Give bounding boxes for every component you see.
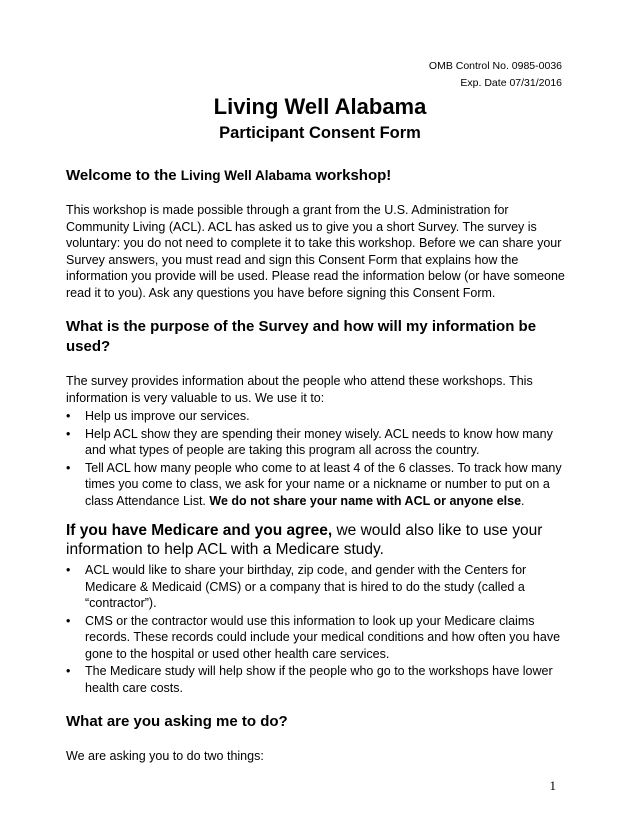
document-body — [66, 166, 566, 775]
purpose-bullet — [85, 460, 566, 510]
purpose-bullet-end: . — [521, 493, 525, 508]
purpose-heading: What is the purpose of the Survey and how will my information be used? — [66, 318, 537, 355]
welcome-heading — [66, 166, 566, 186]
medicare-heading — [66, 521, 566, 559]
purpose-bullet: • Help ACL show they are spending their money wisely. ACL needs to know how many and what types of people are taking this program all across the country. — [85, 426, 566, 459]
asking-heading: What are you asking me to do? — [66, 713, 288, 730]
privacy-statement: We do not share your name with ACL or anyone else — [209, 493, 522, 508]
medicare-list — [66, 562, 566, 696]
document-title: Living Well Alabama — [213, 94, 427, 119]
medicare-bullet: • ACL would like to share your birthday, zip code, and gender with the Centers for Medicare & Medicaid (CMS) or a company that is hired to do the study (called a “contractor”). — [85, 562, 566, 612]
omb-control-number: OMB Control No. 0985-0036 — [428, 60, 562, 72]
purpose-bullet: • Help us improve our services. — [85, 408, 566, 425]
welcome-paragraph: This workshop is made possible through a grant from the U.S. Administration for Community Living (ACL). ACL has asked us to give you a short Survey. The survey is voluntary: you do not need to complete it to take this workshop. Before we can share your Survey answers, you must read and sign this Consent Form that explains how the information you provide will be used. Please read the information below (or have someone read it to you). Ask any questions you have before signing this Consent Form. — [66, 203, 565, 300]
medicare-bullet: • CMS or the contractor would use this information to look up your Medicare claims records. These records could include your medical conditions and how often you have gone to the hospital or used other health care services. — [85, 613, 566, 663]
medicare-bullet: • The Medicare study will help show if the people who go to the workshops have lower health care costs. — [85, 663, 566, 696]
purpose-list — [66, 408, 566, 509]
document-subtitle: Participant Consent Form — [219, 124, 421, 142]
omb-expiration-date: Exp. Date 07/31/2016 — [460, 77, 562, 89]
medicare-heading-rest: we would also like to use your information to help ACL with a Medicare study. — [66, 522, 543, 558]
purpose-bullet-text: Tell ACL how many people who come to at least 4 of the 6 classes. To track how many times you come to class, we ask for your name or a nickname or number to put on a class Attendance List. — [85, 460, 562, 508]
welcome-heading-post: workshop! — [311, 167, 392, 184]
welcome-heading-program: Living Well Alabama — [180, 168, 312, 183]
omb-info — [429, 58, 562, 92]
medicare-heading-bold: If you have Medicare and you agree, — [66, 522, 333, 539]
purpose-intro: The survey provides information about the people who attend these workshops. This information is very valuable to us. We use it to: — [66, 374, 533, 405]
welcome-heading-pre: Welcome to the — [66, 167, 181, 184]
asking-paragraph: We are asking you to do two things: — [66, 749, 264, 763]
page-number: 1 — [549, 778, 556, 793]
